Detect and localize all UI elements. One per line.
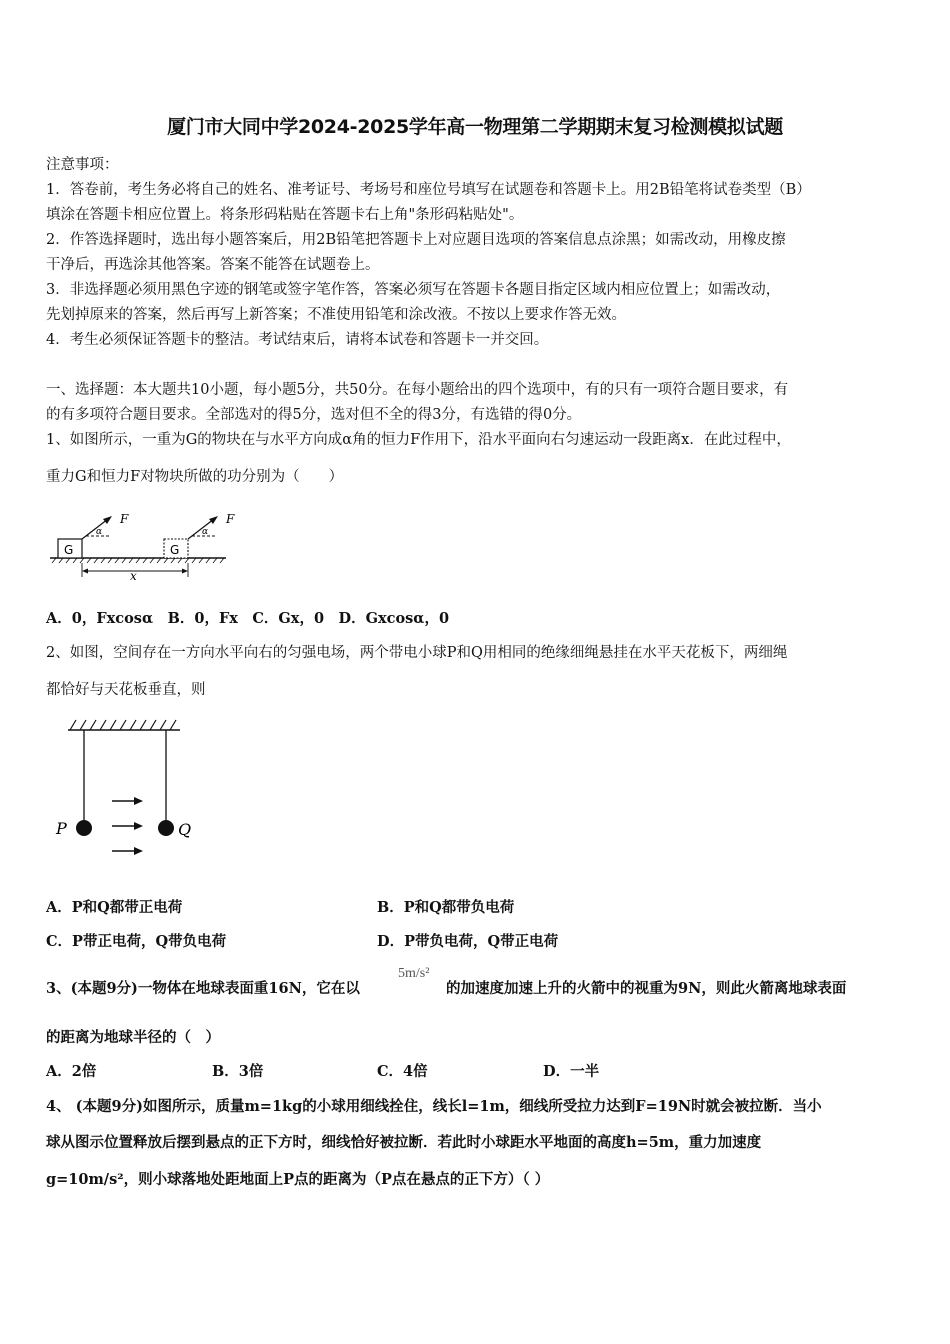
force-arrow — [82, 519, 108, 539]
question-1-text: 重力G和恒力F对物块所做的功分别为（ ） — [46, 469, 344, 485]
notice-line: 4．考生必须保证答题卡的整洁。考试结束后，请将本试卷和答题卡一并交回。 — [46, 332, 549, 348]
question-1-text: 1、如图所示，一重为G的物块在与水平方向成α角的恒力F作用下，沿水平面向右匀速运动一段距离x．在此过程中， — [46, 432, 791, 448]
question-2-option-c: C．P带正电荷，Q带负电荷 — [46, 933, 227, 950]
notice-line: 3．非选择题必须用黑色字迹的钢笔或签字笔作答，答案必须写在答题卡各题目指定区域内相应位置上；如需改动， — [46, 282, 781, 298]
question-2-figure — [50, 712, 210, 862]
block-label: G — [64, 543, 74, 557]
notice-line: 填涂在答题卡相应位置上。将条形码粘贴在答题卡右上角"条形码粘贴处"。 — [46, 207, 524, 223]
force-arrow — [188, 519, 214, 539]
question-3-option-d: D．一半 — [543, 1063, 600, 1080]
block-label: G — [170, 543, 180, 557]
question-2-option-a: A．P和Q都带正电荷 — [46, 899, 183, 916]
exam-title: 厦门市大同中学2024-2025学年高一物理第二学期期末复习检测模拟试题 — [167, 116, 783, 138]
notice-line: 2．作答选择题时，选出每小题答案后，用2B铅笔把答题卡上对应题目选项的答案信息点涂黑；如需改动，用橡皮擦 — [46, 232, 786, 248]
question-2-option-d: D．P带负电荷，Q带正电荷 — [377, 933, 559, 950]
question-4-text: 球从图示位置释放后摆到悬点的正下方时，细线恰好被拉断．若此时小球距水平地面的高度h=5m，重力加速度 — [46, 1134, 762, 1151]
question-1-options: A．0，Fxcosα B．0，Fx C．Gx，0 D．Gxcosα，0 — [46, 610, 450, 627]
question-2-text: 2、如图，空间存在一方向水平向右的匀强电场，两个带电小球P和Q用相同的绝缘细绳悬挂在水平天花板下，两细绳 — [46, 645, 788, 661]
notice-line: 先划掉原来的答案，然后再写上新答案；不准使用铅笔和涂改液。不按以上要求作答无效。 — [46, 307, 626, 323]
ball-p — [76, 820, 92, 836]
question-2-text: 都恰好与天花板垂直，则 — [46, 682, 206, 698]
section-heading-line: 的有多项符合题目要求。全部选对的得5分，选对但不全的得3分，有选错的得0分。 — [46, 407, 582, 423]
notice-line: 1．答卷前，考生务必将自己的姓名、准考证号、考场号和座位号填写在试题卷和答题卡上。用2B铅笔将试卷类型（B） — [46, 182, 811, 198]
ground-hatching — [52, 558, 224, 563]
ceiling-hatching — [70, 720, 176, 730]
question-3-text-end: 的加速度加速上升的火箭中的视重为9N，则此火箭离地球表面 — [446, 980, 847, 997]
question-3-option-c: C．4倍 — [377, 1063, 428, 1080]
angle-label: α — [96, 527, 103, 537]
notice-line: 干净后，再选涂其他答案。答案不能答在试题卷上。 — [46, 257, 380, 273]
question-3-text-start: 3、(本题9分)一物体在地球表面重16N，它在以 — [46, 980, 360, 997]
distance-label: x — [130, 569, 137, 583]
question-4-text: 4、 (本题9分)如图所示，质量m=1kg的小球用细线拴住，线长l=1m，细线所受拉力达到F=19N时就会被拉断．当小 — [46, 1098, 822, 1115]
question-3-option-b: B．3倍 — [212, 1063, 264, 1080]
question-1-figure — [46, 505, 246, 585]
label-p: P — [56, 819, 67, 838]
force-label: F — [226, 512, 235, 526]
question-3-text: 的距离为地球半径的（ ） — [46, 1029, 220, 1046]
angle-label: α — [202, 527, 209, 537]
question-3-option-a: A．2倍 — [46, 1063, 97, 1080]
force-label: F — [120, 512, 129, 526]
question-4-text: g=10m/s²，则小球落地处距地面上P点的距离为（P点在悬点的正下方）（ ） — [46, 1171, 550, 1188]
notice-heading: 注意事项： — [46, 157, 119, 173]
electric-field-arrows — [112, 797, 143, 855]
label-q: Q — [178, 820, 192, 839]
ball-q — [158, 820, 174, 836]
acceleration-value: 5m/s² — [398, 966, 430, 981]
section-heading-line: 一、选择题：本大题共10小题，每小题5分，共50分。在每小题给出的四个选项中，有的只有一项符合题目要求，有 — [46, 382, 789, 398]
question-2-option-b: B．P和Q都带负电荷 — [377, 899, 515, 916]
